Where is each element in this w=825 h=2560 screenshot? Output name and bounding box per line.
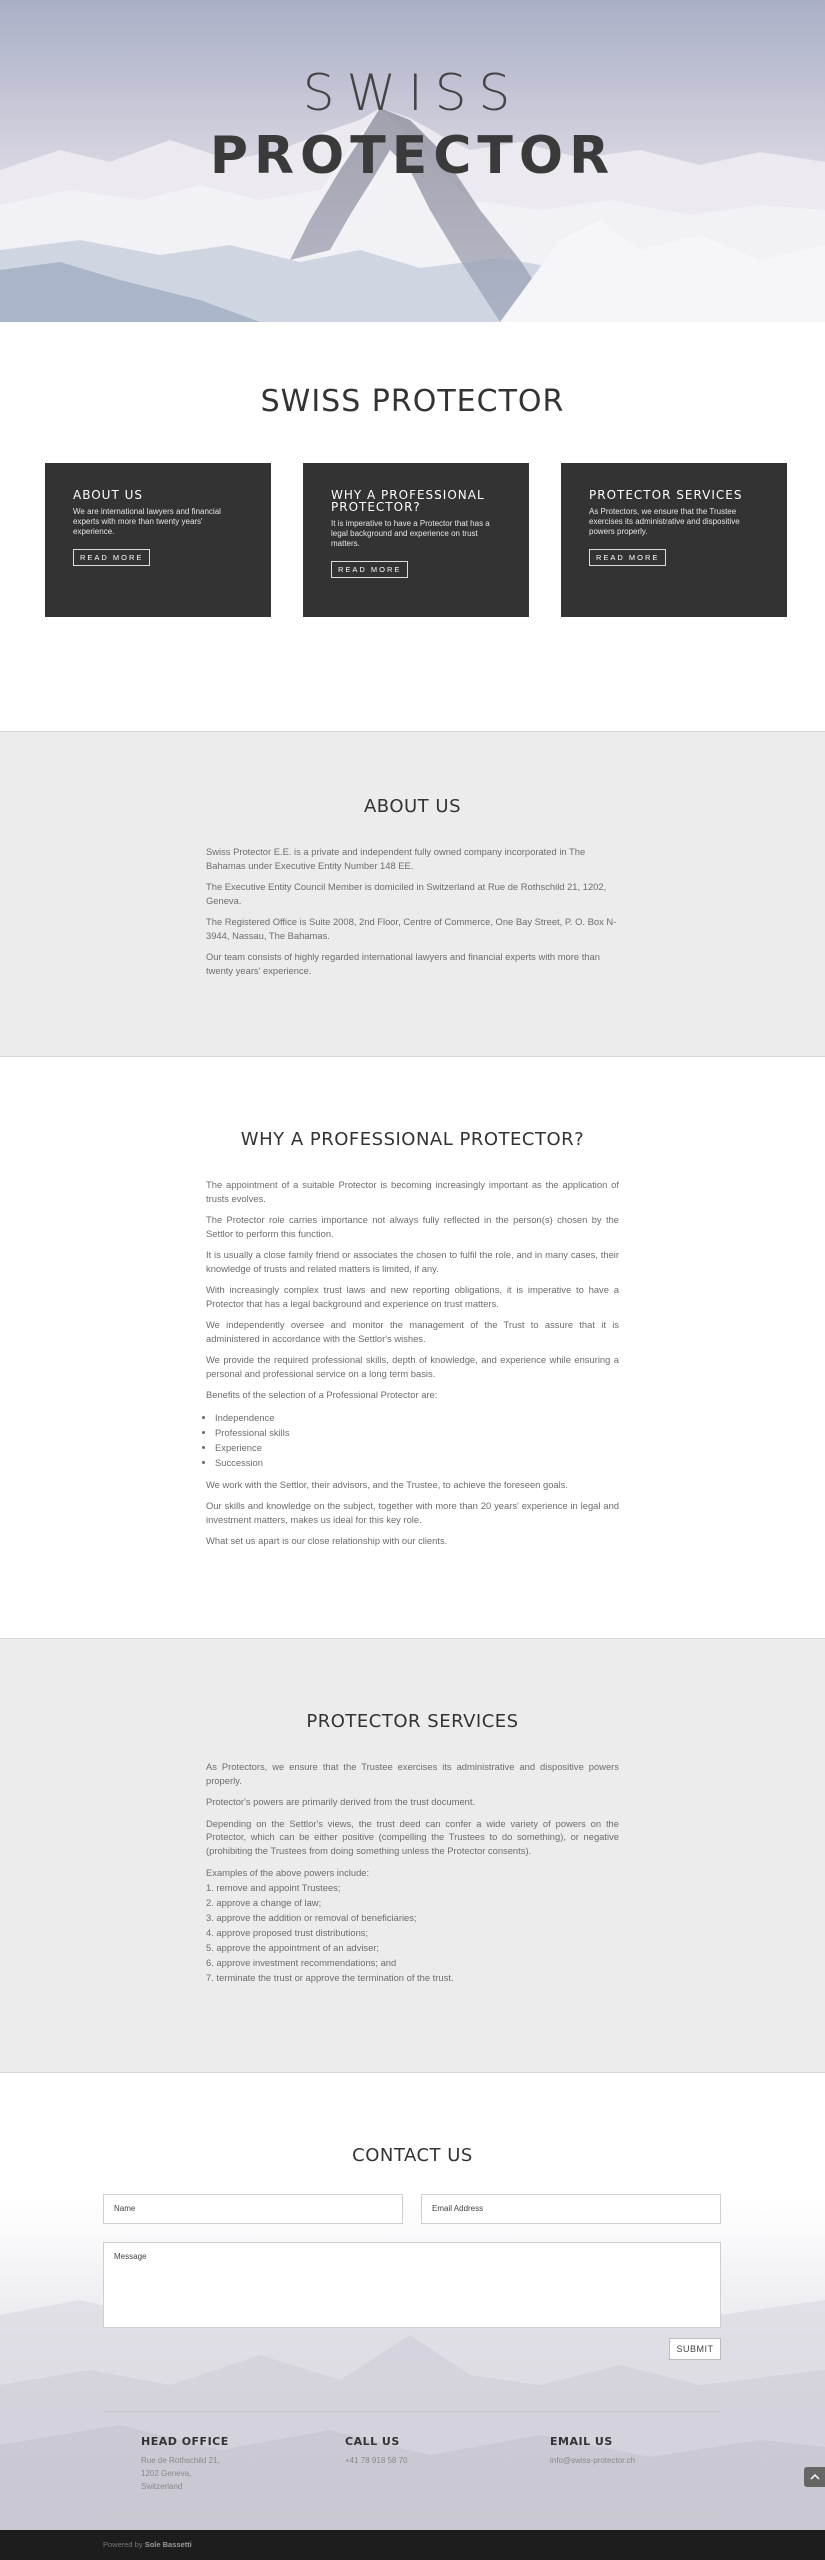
email-input[interactable]: [421, 2194, 721, 2224]
list-item: • Succession: [215, 1455, 619, 1470]
why-paragraph: Our skills and knowledge on the subject, together with more than 20 years' experience in legal and investment matters, makes us ideal for this key role.: [206, 1500, 619, 1525]
list-item: 5. approve the appointment of an adviser;: [206, 1942, 380, 1953]
submit-button[interactable]: SUBMIT: [669, 2338, 721, 2360]
list-item: 4. approve proposed trust distributions;: [206, 1927, 369, 1938]
call-us-title: CALL US: [345, 2435, 400, 2448]
card-title: WHY A PROFESSIONAL PROTECTOR?: [331, 488, 485, 514]
about-paragraph: The Registered Office is Suite 2008, 2nd Floor, Centre of Commerce, One Bay Street, P. O. Box N-3944, Nassau, The Bahamas.: [206, 916, 617, 941]
section-divider: [0, 1056, 825, 1057]
contact-title: CONTACT US: [352, 2145, 473, 2166]
head-office-block: [141, 2435, 229, 2493]
name-input[interactable]: [103, 2194, 403, 2224]
hero-banner: [0, 0, 825, 322]
read-more-button[interactable]: READ MORE: [73, 549, 150, 566]
chevron-up-icon[interactable]: [804, 2467, 825, 2487]
why-paragraph: The Protector role carries importance not always fully reflected in the person(s) chosen by the Settlor to perform this function.: [206, 1214, 619, 1239]
list-item: 3. approve the addition or removal of beneficiaries;: [206, 1912, 417, 1923]
services-title: PROTECTOR SERVICES: [306, 1711, 519, 1732]
card-text: It is imperative to have a Protector that has a legal background and experience on trust matters.: [331, 519, 490, 548]
about-paragraph: Our team consists of highly regarded international lawyers and financial experts with more than twenty years' experience.: [206, 951, 600, 976]
address-line: Switzerland: [141, 2482, 183, 2491]
read-more-button[interactable]: READ MORE: [589, 549, 666, 566]
hero-title-line2: PROTECTOR: [209, 126, 616, 186]
powered-name[interactable]: Sole Bassetti: [144, 2540, 192, 2549]
list-item: 7. terminate the trust or approve the termination of the trust.: [206, 1972, 454, 1983]
section-divider: [0, 2072, 825, 2073]
card-protector-services: [561, 463, 787, 617]
footer-divider: [103, 2512, 721, 2513]
phone-link[interactable]: +41 78 918 58 70: [345, 2456, 408, 2465]
email-placeholder: Email Address: [432, 2204, 484, 2213]
card-about-us: [45, 463, 271, 617]
message-textarea[interactable]: [103, 2242, 721, 2328]
why-paragraph: The appointment of a suitable Protector is becoming increasingly important as the application of trusts evolves.: [206, 1179, 619, 1204]
services-paragraph: As Protectors, we ensure that the Trustee exercises its administrative and dispositive powers properly.: [206, 1761, 619, 1786]
about-title: ABOUT US: [363, 796, 461, 817]
footer-divider: [103, 2411, 721, 2412]
card-text: We are international lawyers and financial experts with more than twenty years' experience.: [73, 507, 221, 536]
why-body: [206, 1178, 619, 1556]
why-paragraph: What set us apart is our close relationship with our clients.: [206, 1535, 448, 1546]
card-text: As Protectors, we ensure that the Trustee exercises its administrative and dispositive powers properly.: [589, 507, 740, 536]
list-item: 1. remove and appoint Trustees;: [206, 1882, 341, 1893]
why-title: WHY A PROFESSIONAL PROTECTOR?: [240, 1129, 585, 1150]
about-paragraph: Swiss Protector E.E. is a private and independent fully owned company incorporated in The Bahamas under Executive Entity Number 148 EE.: [206, 846, 586, 871]
list-item: • Independence: [215, 1410, 619, 1425]
list-item: 2. approve a change of law;: [206, 1897, 322, 1908]
why-paragraph: We independently oversee and monitor the management of the Trust to assure that it is administered in accordance with the Settlor's wishes.: [206, 1319, 619, 1344]
why-paragraph: It is usually a close family friend or associates the chosen to fulfil the role, and in many cases, their knowledge of trusts and related matters is limited, if any.: [206, 1249, 619, 1274]
services-body: [206, 1760, 619, 1985]
message-placeholder: Message: [114, 2252, 147, 2261]
card-title: ABOUT US: [73, 488, 144, 502]
address-line: Rue de Rothschild 21,: [141, 2456, 220, 2465]
email-us-title: EMAIL US: [550, 2435, 613, 2448]
head-office-title: HEAD OFFICE: [141, 2435, 229, 2448]
list-intro: Examples of the above powers include:: [206, 1867, 370, 1878]
card-why-professional-protector: [303, 463, 529, 617]
email-link[interactable]: info@swiss-protector.ch: [550, 2456, 636, 2465]
card-title: PROTECTOR SERVICES: [589, 488, 743, 502]
list-item: • Professional skills: [215, 1425, 619, 1440]
list-item: • Experience: [215, 1440, 619, 1455]
bottom-bar: [0, 2530, 825, 2560]
why-paragraph: We provide the required professional skills, depth of knowledge, and experience while ensuring a personal and professional service on a long term basis.: [206, 1354, 619, 1379]
name-placeholder: Name: [114, 2204, 136, 2213]
why-paragraph: Benefits of the selection of a Professional Protector are:: [206, 1389, 438, 1400]
address-line: 1202 Geneva,: [141, 2469, 192, 2478]
why-paragraph: With increasingly complex trust laws and new reporting obligations, it is imperative to have a Protector that has a legal background and experience on trust matters.: [206, 1284, 619, 1309]
about-paragraph: The Executive Entity Council Member is domiciled in Switzerland at Rue de Rothschild 21, 1202, Geneva.: [206, 881, 607, 906]
call-us-block: [345, 2435, 408, 2467]
hero-title-line1: SWISS: [302, 64, 523, 122]
intro-title: SWISS PROTECTOR: [260, 384, 565, 419]
powers-list: [206, 1865, 619, 1985]
read-more-button[interactable]: READ MORE: [331, 561, 408, 578]
about-body: [206, 845, 619, 985]
why-paragraph: We work with the Settlor, their advisors, and the Trustee, to achieve the foreseen goals.: [206, 1478, 568, 1490]
powered-prefix: Powered by: [103, 2540, 143, 2549]
powered-by: [103, 2540, 192, 2549]
email-us-block: [550, 2435, 635, 2467]
benefits-list: [206, 1410, 619, 1470]
services-paragraph: Depending on the Settlor's views, the trust deed can confer a wide variety of powers on the Protector, which can be either positive (compelling the Trustees to do something), or negative (prohibiting the Trustees from doing something unless the Protector consents).: [206, 1817, 619, 1856]
services-paragraph: Protector's powers are primarily derived from the trust document.: [206, 1796, 476, 1807]
list-item: 6. approve investment recommendations; and: [206, 1957, 397, 1968]
